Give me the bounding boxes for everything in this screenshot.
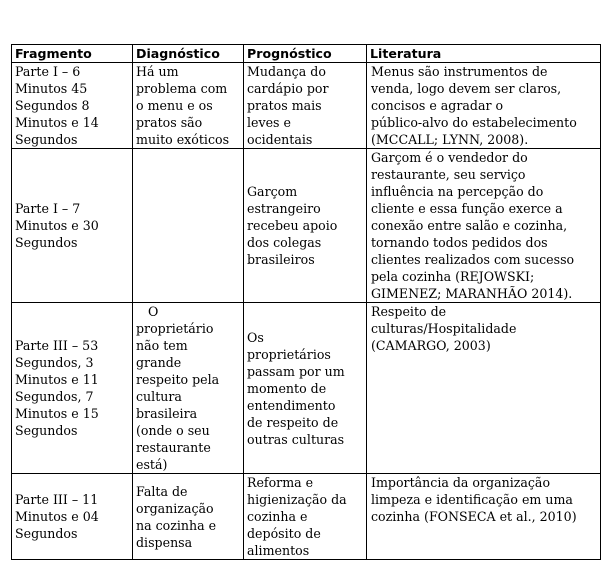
header-prognostico: Prognóstico [244,45,367,63]
diagnostico-text: proprietário não tem grande respeito pela cultura brasileira (onde o seu restaurante está) [136,321,220,472]
fragmento-cell: Parte III – 53 Segundos, 3 Minutos e 11 Segundos, 7 Minutos e 15 Segundos [12,303,133,474]
table-row [12,149,601,303]
literatura-cell: Importância da organização limpeza e identificação em uma cozinha (FONSECA et al., 2010) [367,474,601,560]
fragmento-cell: Parte III – 11 Minutos e 04 Segundos [12,474,133,560]
diagnostico-cell: Falta de organização na cozinha e dispensa [133,474,244,560]
diagnostico-cell: Há um problema com o menu e os pratos são muito exóticos [133,63,244,149]
literatura-cell: Garçom é o vendedor do restaurante, seu serviço influência na percepção do cliente e essa função exerce a conexão entre salão e cozinha, tornando todos pedidos dos clientes realizados com sucesso pela cozinha (REJOWSKI; GIMENEZ; MARANHÃO 2014). [367,149,601,303]
header-literatura: Literatura [367,45,601,63]
diagnostico-first-word: O [148,304,159,319]
header-fragmento: Fragmento [12,45,133,63]
fragmento-cell: Parte I – 7 Minutos e 30 Segundos [12,149,133,303]
table-row [12,63,601,149]
header-row [12,45,601,63]
prognostico-cell: Os proprietários passam por um momento de entendimento de respeito de outras culturas [244,303,367,474]
fragmento-cell: Parte I – 6 Minutos 45 Segundos 8 Minutos e 14 Segundos [12,63,133,149]
prognostico-cell: Mudança do cardápio por pratos mais leves e ocidentais [244,63,367,149]
diagnostico-cell [133,303,244,474]
literatura-cell: Respeito de culturas/Hospitalidade (CAMARGO, 2003) [367,303,601,474]
diagnostico-cell [133,149,244,303]
prognostico-cell: Garçom estrangeiro recebeu apoio dos colegas brasileiros [244,149,367,303]
analysis-table [11,44,601,560]
header-diagnostico: Diagnóstico [133,45,244,63]
literatura-cell: Menus são instrumentos de venda, logo devem ser claros, concisos e agradar o público-alvo do estabelecimento (MCCALL; LYNN, 2008). [367,63,601,149]
table-row [12,303,601,474]
table-row [12,474,601,560]
prognostico-cell: Reforma e higienização da cozinha e depósito de alimentos [244,474,367,560]
